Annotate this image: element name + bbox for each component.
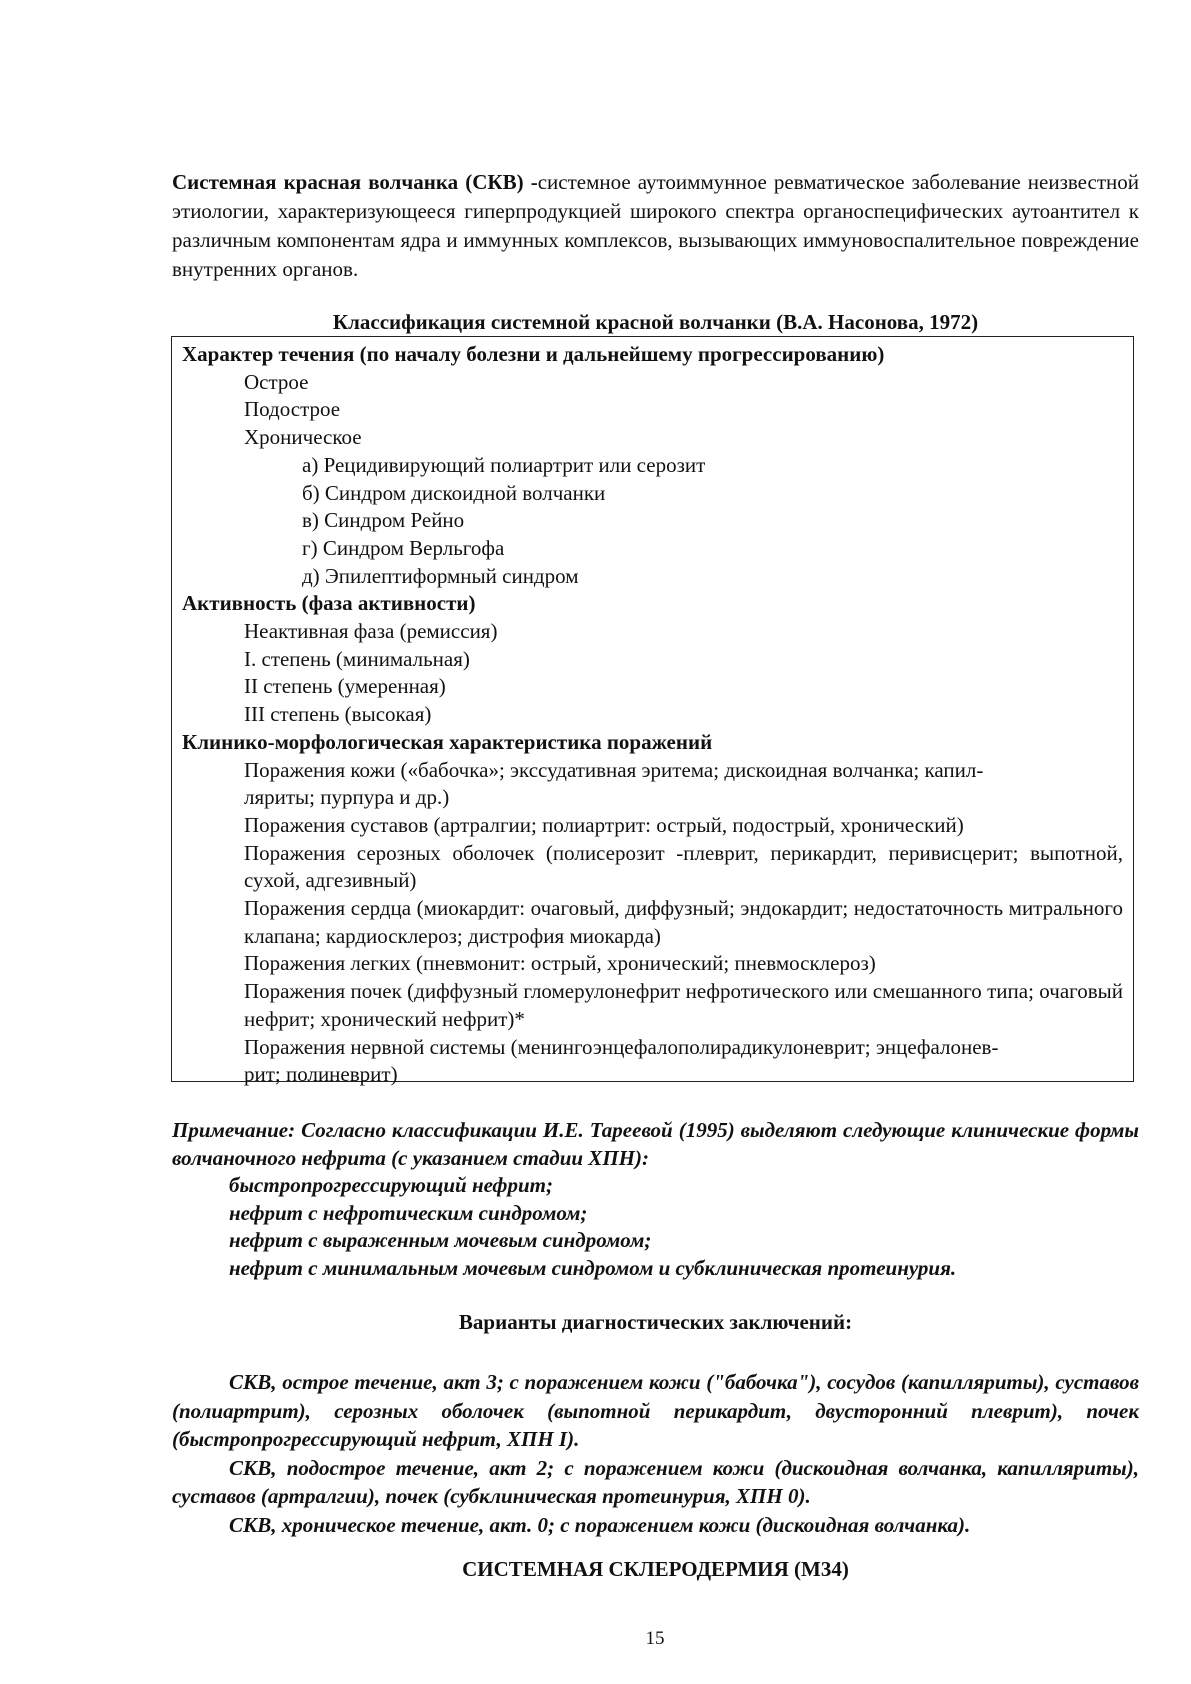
clinical-item: Поражения суставов (артралгии; полиартрит: острый, подострый, хронический)	[244, 812, 964, 837]
clinical-item: Поражения легких (пневмонит: острый, хронический; пневмосклероз)	[244, 951, 876, 976]
clinical-item: Поражения нервной системы (менингоэнцефалополирадикулоневрит; энцефалонев- рит; полиневрит)	[244, 1034, 999, 1087]
next-section-heading: СИСТЕМНАЯ СКЛЕРОДЕРМИЯ (М34)	[462, 1557, 849, 1581]
note-block	[172, 1117, 1139, 1282]
page-number: 15	[645, 1628, 665, 1649]
variants-list	[172, 1368, 1139, 1539]
variants-title: Варианты диагностических заключений:	[458, 1310, 853, 1334]
diagnosis-example: СКВ, хроническое течение, акт. 0; с поражением кожи (дискоидная волчанка).	[229, 1512, 971, 1537]
activity-heading: Активность (фаза активности)	[182, 591, 476, 616]
course-item: Подострое	[244, 397, 341, 422]
clinical-heading: Клинико-морфологическая характеристика поражений	[182, 729, 713, 754]
clinical-item: Поражения почек (диффузный гломерулонефрит нефротического или смешанного типа; очаговый нефрит; хронический нефрит)*	[244, 979, 1123, 1031]
chronic-subitem: а) Рецидивирующий полиартрит или серозит	[302, 452, 706, 477]
activity-item: I. степень (минимальная)	[244, 646, 470, 671]
clinical-item: Поражения сердца (миокардит: очаговый, диффузный; эндокардит; недостаточность митрального клапана; кардиосклероз; дистрофия миокарда)	[244, 896, 1123, 948]
note-item: нефрит с минимальным мочевым синдромом и субклиническая протеинурия.	[229, 1255, 957, 1280]
course-heading: Характер течения (по началу болезни и дальнейшему прогрессированию)	[182, 342, 885, 366]
diagnosis-example: СКВ, острое течение, акт 3; с поражением кожи ("бабочка"), сосудов (капилляриты), суставов (полиартрит), серозных оболочек (выпотной перикардит, двусторонний плеврит), почек (быстропрогрессирующий нефрит, ХПН I).	[172, 1370, 1139, 1451]
activity-item: Неактивная фаза (ремиссия)	[244, 619, 498, 644]
classification-table	[171, 336, 1134, 1087]
clinical-item: Поражения кожи («бабочка»; экссудативная эритема; дискоидная волчанка; капил- ляриты; пурпура и др.)	[244, 757, 984, 810]
course-item: Хроническое	[244, 425, 362, 450]
diagnosis-example: СКВ, подострое течение, акт 2; с поражением кожи (дискоидная волчанка, капилляриты), суставов (артралгии), почек (субклиническая протеинурия, ХПН 0).	[172, 1455, 1139, 1508]
chronic-subitem: в) Синдром Рейно	[302, 508, 465, 533]
intro-definition: системное аутоиммунное ревматическое заболевание неизвестной этиологии, характеризующееся гиперпродукцией широкого спектра органоспецифических аутоантител к различным компонентам ядра и иммунных комплексов, вызывающих иммуновоспалительное повреждение внутренних органов.	[172, 170, 1139, 281]
course-item: Острое	[244, 369, 309, 394]
note-item: нефрит с выраженным мочевым синдромом;	[229, 1228, 652, 1252]
clinical-item: Поражения серозных оболочек (полисерозит -плеврит, перикардит, перивисцерит; выпотной, сухой, адгезивный)	[244, 840, 1123, 893]
activity-item: III степень (высокая)	[244, 702, 432, 727]
chronic-subitem: г) Синдром Верльгофа	[302, 535, 505, 560]
intro-paragraph	[172, 168, 1139, 284]
note-item: быстропрогрессирующий нефрит;	[229, 1173, 553, 1197]
activity-item: II степень (умеренная)	[244, 674, 446, 699]
classification-title: Классификация системной красной волчанки (В.А. Насонова, 1972)	[332, 310, 979, 334]
note-intro: Примечание: Согласно классификации И.Е. Тареевой (1995) выделяют следующие клинические формы волчаночного нефрита (с указанием стадии ХПН):	[172, 1118, 1139, 1170]
chronic-subitem: д) Эпилептиформный синдром	[302, 563, 579, 588]
chronic-subitem: б) Синдром дискоидной волчанки	[302, 480, 606, 505]
intro-term: Системная красная волчанка (СКВ) -	[172, 170, 538, 194]
note-item: нефрит с нефротическим синдромом;	[229, 1200, 588, 1225]
